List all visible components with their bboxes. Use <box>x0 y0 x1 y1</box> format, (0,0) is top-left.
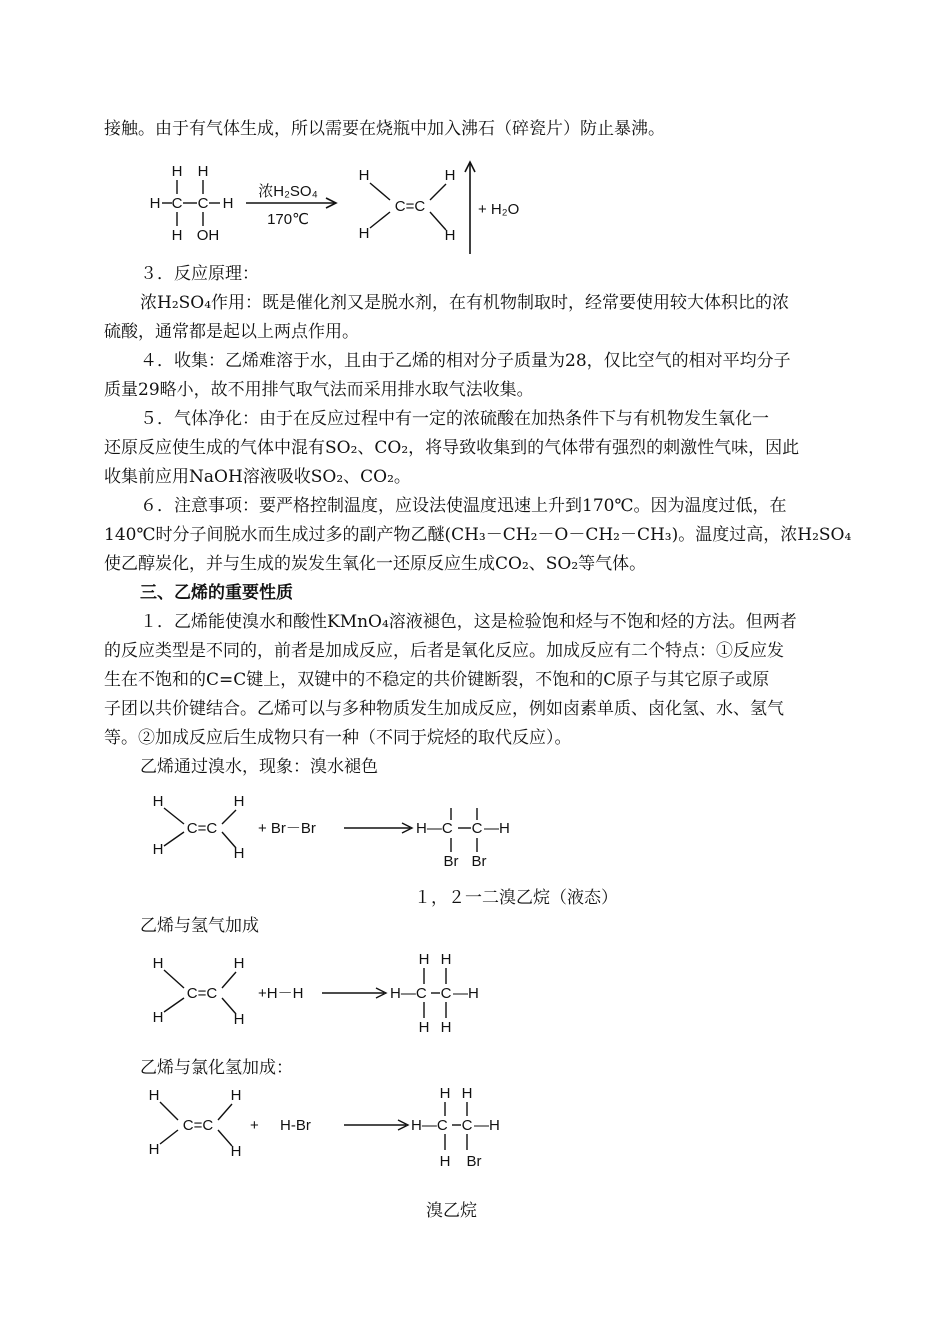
eq1-atom-h: H <box>222 195 234 212</box>
eq2-h-c: H—C <box>416 820 453 837</box>
eq4-bond <box>218 1104 232 1120</box>
eq3-reagent: +H－H <box>258 985 304 1002</box>
equation-ethylene-hbr <box>140 1082 520 1174</box>
eq2-atom-h: H <box>233 793 245 810</box>
eq4-atom-h: H <box>148 1141 160 1158</box>
hydrogen-addition-intro: 乙烯与氢气加成 <box>140 916 259 936</box>
section-3-line-2: 硫酸，通常都是起以上两点作用。 <box>104 322 359 342</box>
section-6-line-2: 140℃时分子间脱水而生成过多的副产物乙醚(CH₃－CH₂－O－CH₂－CH₃)。温度过高，浓H₂SO₄ <box>104 525 852 545</box>
eq1-double-bond: C=C <box>394 198 426 215</box>
eq1-condition-top: 浓H₂SO₄ <box>258 183 318 200</box>
bromoethane-caption: 溴乙烷 <box>426 1201 477 1221</box>
eq3-atom-h: H <box>233 1011 245 1028</box>
eq4-reagent: H-Br <box>280 1117 311 1134</box>
eq1-atom-h: H <box>444 227 456 244</box>
eq4-bond <box>160 1102 178 1120</box>
eq4-atom-br: Br <box>466 1153 482 1170</box>
eq3-bond <box>222 972 236 988</box>
eq3-h-c: H—C <box>390 985 427 1002</box>
section-6-line-1: ６．注意事项：要严格控制温度，应设法使温度迅速上升到170℃。因为温度过低，在 <box>140 496 787 516</box>
eq3-atom-h: H <box>418 1019 430 1036</box>
eq4-bond <box>160 1130 178 1144</box>
eq3-atom-h: H <box>440 1019 452 1036</box>
eq1-atom-h: H <box>171 227 183 244</box>
property-1-line-5: 等。②加成反应后生成物只有一种（不同于烷烃的取代反应）。 <box>104 728 572 748</box>
eq2-atom-br: Br <box>471 853 487 870</box>
paragraph-contact: 接触。由于有气体生成，所以需要在烧瓶中加入沸石（碎瓷片）防止暴沸。 <box>104 119 665 139</box>
eq2-atom-c: C <box>471 820 483 837</box>
eq4-atom-h: H <box>148 1087 160 1104</box>
eq3-bond <box>164 998 184 1012</box>
section-5-line-2: 还原反应使生成的气体中混有SO₂、CO₂，将导致收集到的气体带有强烈的刺激性气味，因此 <box>104 438 800 458</box>
eq1-atom-c: C <box>171 195 183 212</box>
property-1-line-3: 生在不饱和的C=C键上，双键中的不稳定的共价键断裂，不饱和的C原子与其它原子或原 <box>104 670 770 690</box>
section-3-line-1: 浓H₂SO₄作用：既是催化剂又是脱水剂，在有机物制取时，经常要使用较大体积比的浓 <box>140 293 790 313</box>
eq1-bond <box>370 183 390 200</box>
section-5-line-3: 收集前应用NaOH溶液吸收SO₂、CO₂。 <box>104 467 411 487</box>
section-4-line-2: 质量29略小，故不用排气取气法而采用排水取气法收集。 <box>104 380 534 400</box>
eq4-atom-h: H <box>230 1087 242 1104</box>
property-1-line-4: 子团以共价键结合。乙烯可以与多种物质发生加成反应，例如卤素单质、卤化氢、水、氢气 <box>104 699 784 719</box>
eq2-bond <box>164 832 184 846</box>
equation-ethanol-dehydration <box>140 158 540 258</box>
eq2-atom-h: H <box>152 841 164 858</box>
section-4-line-1: ４．收集：乙烯难溶于水，且由于乙烯的相对分子质量为28，仅比空气的相对平均分子 <box>140 351 791 371</box>
section-heading-ethylene-properties: 三、乙烯的重要性质 <box>140 583 293 603</box>
eq1-atom-h: H <box>149 195 161 212</box>
eq1-plus-water: + H₂O <box>478 201 520 218</box>
eq3-double-bond: C=C <box>186 985 218 1002</box>
eq3-bond <box>164 970 184 988</box>
eq1-atom-h: H <box>444 167 456 184</box>
eq1-bond <box>370 212 390 228</box>
eq4-c-h: —H <box>474 1117 500 1134</box>
eq3-atom-h: H <box>233 955 245 972</box>
eq1-atom-c: C <box>197 195 209 212</box>
eq3-atom-c: C <box>440 985 452 1002</box>
eq2-double-bond: C=C <box>186 820 218 837</box>
section-6-line-3: 使乙醇炭化，并与生成的炭发生氧化一还原反应生成CO₂、SO₂等气体。 <box>104 554 647 574</box>
bromine-intro: 乙烯通过溴水，现象：溴水褪色 <box>140 757 378 777</box>
eq4-atom-c: C <box>461 1117 473 1134</box>
eq4-atom-h: H <box>439 1153 451 1170</box>
eq2-bond <box>222 810 236 824</box>
eq2-atom-h: H <box>233 845 245 862</box>
eq4-atom-h: H <box>439 1085 451 1102</box>
eq3-atom-h: H <box>152 1009 164 1026</box>
eq2-bond <box>164 808 184 824</box>
eq3-c-h: —H <box>453 985 479 1002</box>
equation-ethylene-hydrogen <box>140 948 500 1038</box>
eq1-atom-h: H <box>358 225 370 242</box>
equation-ethylene-bromine <box>140 790 530 870</box>
eq1-group-oh: OH <box>196 227 220 244</box>
eq1-atom-h: H <box>171 163 183 180</box>
eq3-atom-h: H <box>440 951 452 968</box>
eq2-atom-br: Br <box>443 853 459 870</box>
eq4-double-bond: C=C <box>182 1117 214 1134</box>
dibromoethane-caption: １，２一二溴乙烷（液态） <box>414 888 618 908</box>
eq4-h-c: H—C <box>411 1117 448 1134</box>
section-3-title: ３．反应原理： <box>140 264 259 284</box>
hydrogen-halide-intro: 乙烯与氯化氢加成： <box>140 1058 293 1078</box>
eq2-reagent: + Br－Br <box>258 820 316 837</box>
eq4-atom-h: H <box>461 1085 473 1102</box>
eq4-plus: + <box>250 1117 259 1134</box>
section-5-line-1: ５．气体净化：由于在反应过程中有一定的浓硫酸在加热条件下与有机物发生氧化一 <box>140 409 769 429</box>
eq4-atom-h: H <box>230 1143 242 1160</box>
property-1-line-1: １．乙烯能使溴水和酸性KMnO₄溶液褪色，这是检验饱和烃与不饱和烃的方法。但两者 <box>140 612 797 632</box>
eq3-atom-h: H <box>152 955 164 972</box>
eq2-atom-h: H <box>152 793 164 810</box>
eq1-bond <box>430 184 446 200</box>
eq1-atom-h: H <box>197 163 209 180</box>
property-1-line-2: 的反应类型是不同的，前者是加成反应，后者是氧化反应。加成反应有二个特点：①反应发 <box>104 641 784 661</box>
eq1-condition-bottom: 170℃ <box>267 211 309 228</box>
eq2-c-h: —H <box>484 820 510 837</box>
eq1-atom-h: H <box>358 167 370 184</box>
eq3-atom-h: H <box>418 951 430 968</box>
